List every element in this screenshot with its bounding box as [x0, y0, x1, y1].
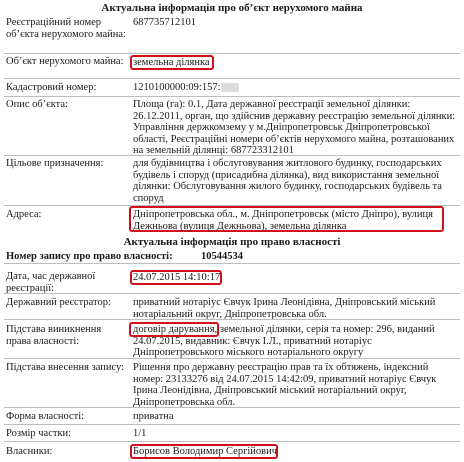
entry-value: Рішення про державну реєстрацію прав та їх обтяжень, індексний номер: 23133276 від 24.07.2015 14:42:09, приватний нотаріус Євчук Ірина Леонідівна, Дніпровський міський нотаріальний округ, Дніпропетровська обл. [133, 362, 437, 408]
section-title-object: Актуальна інформація про об’єкт нерухомого майна [101, 2, 363, 14]
divider [4, 263, 460, 264]
description-label: Опис об’єкта: [6, 99, 68, 110]
share-label: Розмір частки: [6, 428, 72, 439]
object-type-value: земельна ділянка [133, 57, 210, 68]
description-value: Площа (га): 0.1, Дата державної реєстрації земельної ділянки: 26.12.2011, орган, що здійснив державну реєстрацію земельної ділянки: Управління держкомзему у м.Дніпропетровськ Дніпропетровської області, Реєстраційні номери об’єктів нерухомого майна, розташованих на земельній ділянці: 687723312101 [133, 99, 456, 156]
reg-number-label: Реєстраційний номер об’єкта нерухомого майна: [6, 17, 126, 40]
divider [4, 424, 460, 425]
purpose-value: для будівництва і обслуговування житлового будинку, господарських будівель і споруд (присадибна ділянка), вид використання земельної ділянки: Обслуговування жилого будинку, господарських будівель та споруд [133, 158, 442, 204]
divider [4, 53, 460, 54]
reg-number-value: 687735712101 [133, 17, 196, 28]
cadastral-label: Кадастровий номер: [6, 82, 97, 93]
divider [4, 96, 460, 97]
entry-label: Підстава внесення запису: [6, 362, 125, 373]
basis-label: Підстава виникнення права власності: [6, 324, 102, 347]
owners-label: Власники: [6, 446, 53, 457]
share-value: 1/1 [133, 428, 147, 439]
registrar-value: приватний нотаріус Євчук Ірина Леонідівна, Дніпровський міський нотаріальний округ, Дніпропетровська обл. [133, 297, 436, 320]
redaction-mask [221, 83, 239, 92]
basis-value: земельної ділянки, серія та номер: 296, виданий 24.07.2015, видавник: Євчук І.Л., приватний нотаріус Дніпропетровського міського нотаріального округу [133, 324, 435, 358]
cadastral-value-row [133, 82, 461, 94]
object-type-label: Об’єкт нерухомого майна: [6, 56, 124, 67]
record-label: Номер запису про право власності: [6, 251, 173, 262]
divider [4, 407, 460, 408]
divider [4, 293, 460, 294]
form-value: приватна [133, 411, 174, 422]
divider [4, 78, 460, 79]
cadastral-value: 1210100000:09:157: [133, 82, 221, 93]
divider [4, 358, 460, 359]
form-label: Форма власності: [6, 411, 85, 422]
basis-highlight: договір дарування, [133, 324, 218, 335]
record-value: 10544534 [201, 251, 243, 262]
address-value: Дніпропетровська обл., м. Дніпропетровськ (місто Дніпро), вулиця Дежньова (вулиця Дежньова), земельна ділянка [133, 209, 433, 232]
section-title-rights: Актуальна інформація про право власності [123, 236, 341, 248]
divider [4, 155, 460, 156]
basis-value-row [133, 324, 461, 359]
purpose-label: Цільове призначення: [6, 158, 104, 169]
owners-value: Борисов Володимир Сергійович [133, 446, 278, 457]
address-label: Адреса: [6, 209, 42, 220]
divider [4, 319, 460, 320]
date-label: Дата, час державної реєстрації: [6, 271, 96, 294]
date-value: 24.07.2015 14:10:17 [133, 272, 221, 283]
divider [4, 441, 460, 442]
registrar-label: Державний реєстратор: [6, 297, 111, 308]
